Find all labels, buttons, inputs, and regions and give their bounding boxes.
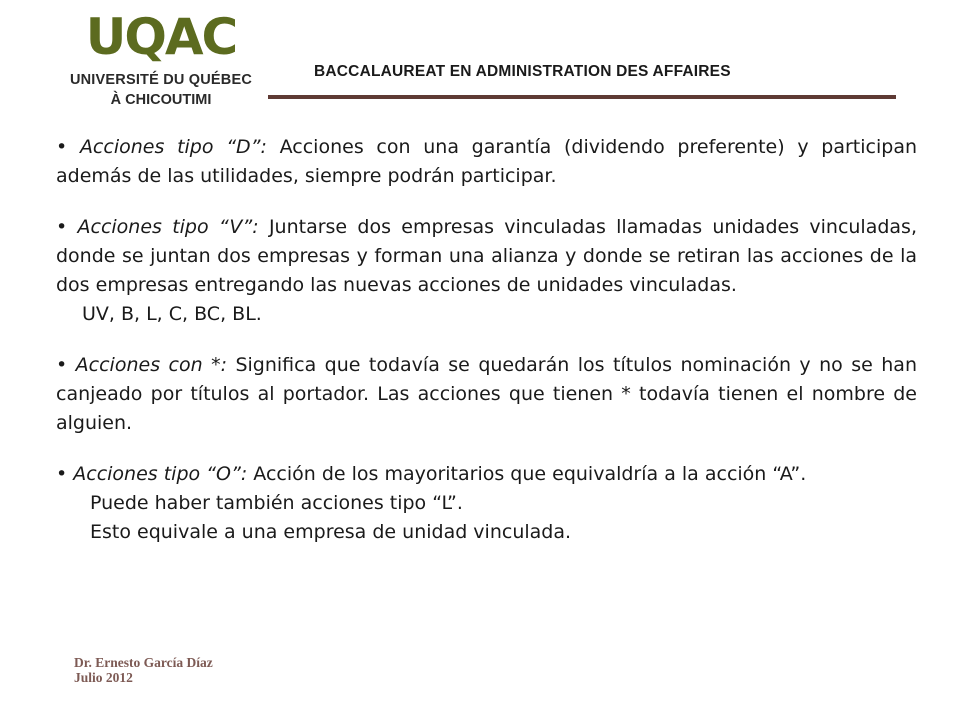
bullet-marker: • — [56, 136, 68, 158]
bullet-acciones-o — [56, 460, 917, 547]
bullet-label: Acciones tipo “O”: — [73, 463, 248, 485]
bullet-text: Acciones con una garantía (dividendo preferente) y participan además de las utilidades, siempre podrán participar. — [56, 136, 918, 187]
logo-university-line: UNIVERSITÉ DU QUÉBEC — [69, 72, 253, 88]
uqac-logo — [56, 8, 266, 114]
slide-content — [56, 133, 917, 569]
bullet-acciones-asterisco — [56, 351, 917, 438]
bullet-marker: • — [56, 216, 68, 238]
bullet-marker: • — [56, 463, 68, 485]
footer-date: Julio 2012 — [74, 670, 133, 685]
bullet-label: Acciones tipo “D”: — [79, 136, 267, 158]
bullet-text: Juntarse dos empresas vinculadas llamadas unidades vinculadas, donde se juntan dos empresas y forman una alianza y donde se retiran las acciones de la dos empresas entregando las nuevas acciones de unidades vinculadas. — [56, 216, 917, 296]
bullet-subline: UV, B, L, C, BC, BL. — [82, 303, 262, 325]
bullet-label: Acciones con *: — [75, 354, 227, 376]
logo-wordmark: UQAC — [85, 8, 237, 66]
footer-author: Dr. Ernesto García Díaz — [74, 655, 213, 670]
bullet-text: Significa que todavía se quedarán los títulos nominación y no se han canjeado por títulos al portador. Las acciones que tienen * todavía tienen el nombre de alguien. — [56, 354, 917, 434]
bullet-text: Acción de los mayoritarios que equivaldría a la acción “A”. — [247, 463, 807, 485]
bullet-subline: Puede haber también acciones tipo “L”. — [90, 492, 463, 514]
bullet-marker: • — [56, 354, 68, 376]
logo-campus-line: À CHICOUTIMI — [110, 92, 212, 108]
bullet-subline: Esto equivale a una empresa de unidad vinculada. — [90, 521, 572, 543]
bullet-label: Acciones tipo “V”: — [77, 216, 259, 238]
bullet-acciones-d — [56, 133, 917, 191]
footer — [74, 655, 213, 685]
bullet-acciones-v — [56, 213, 917, 329]
page-title: BACCALAUREAT EN ADMINISTRATION DES AFFAIRES — [314, 63, 731, 80]
header-divider — [268, 95, 896, 99]
